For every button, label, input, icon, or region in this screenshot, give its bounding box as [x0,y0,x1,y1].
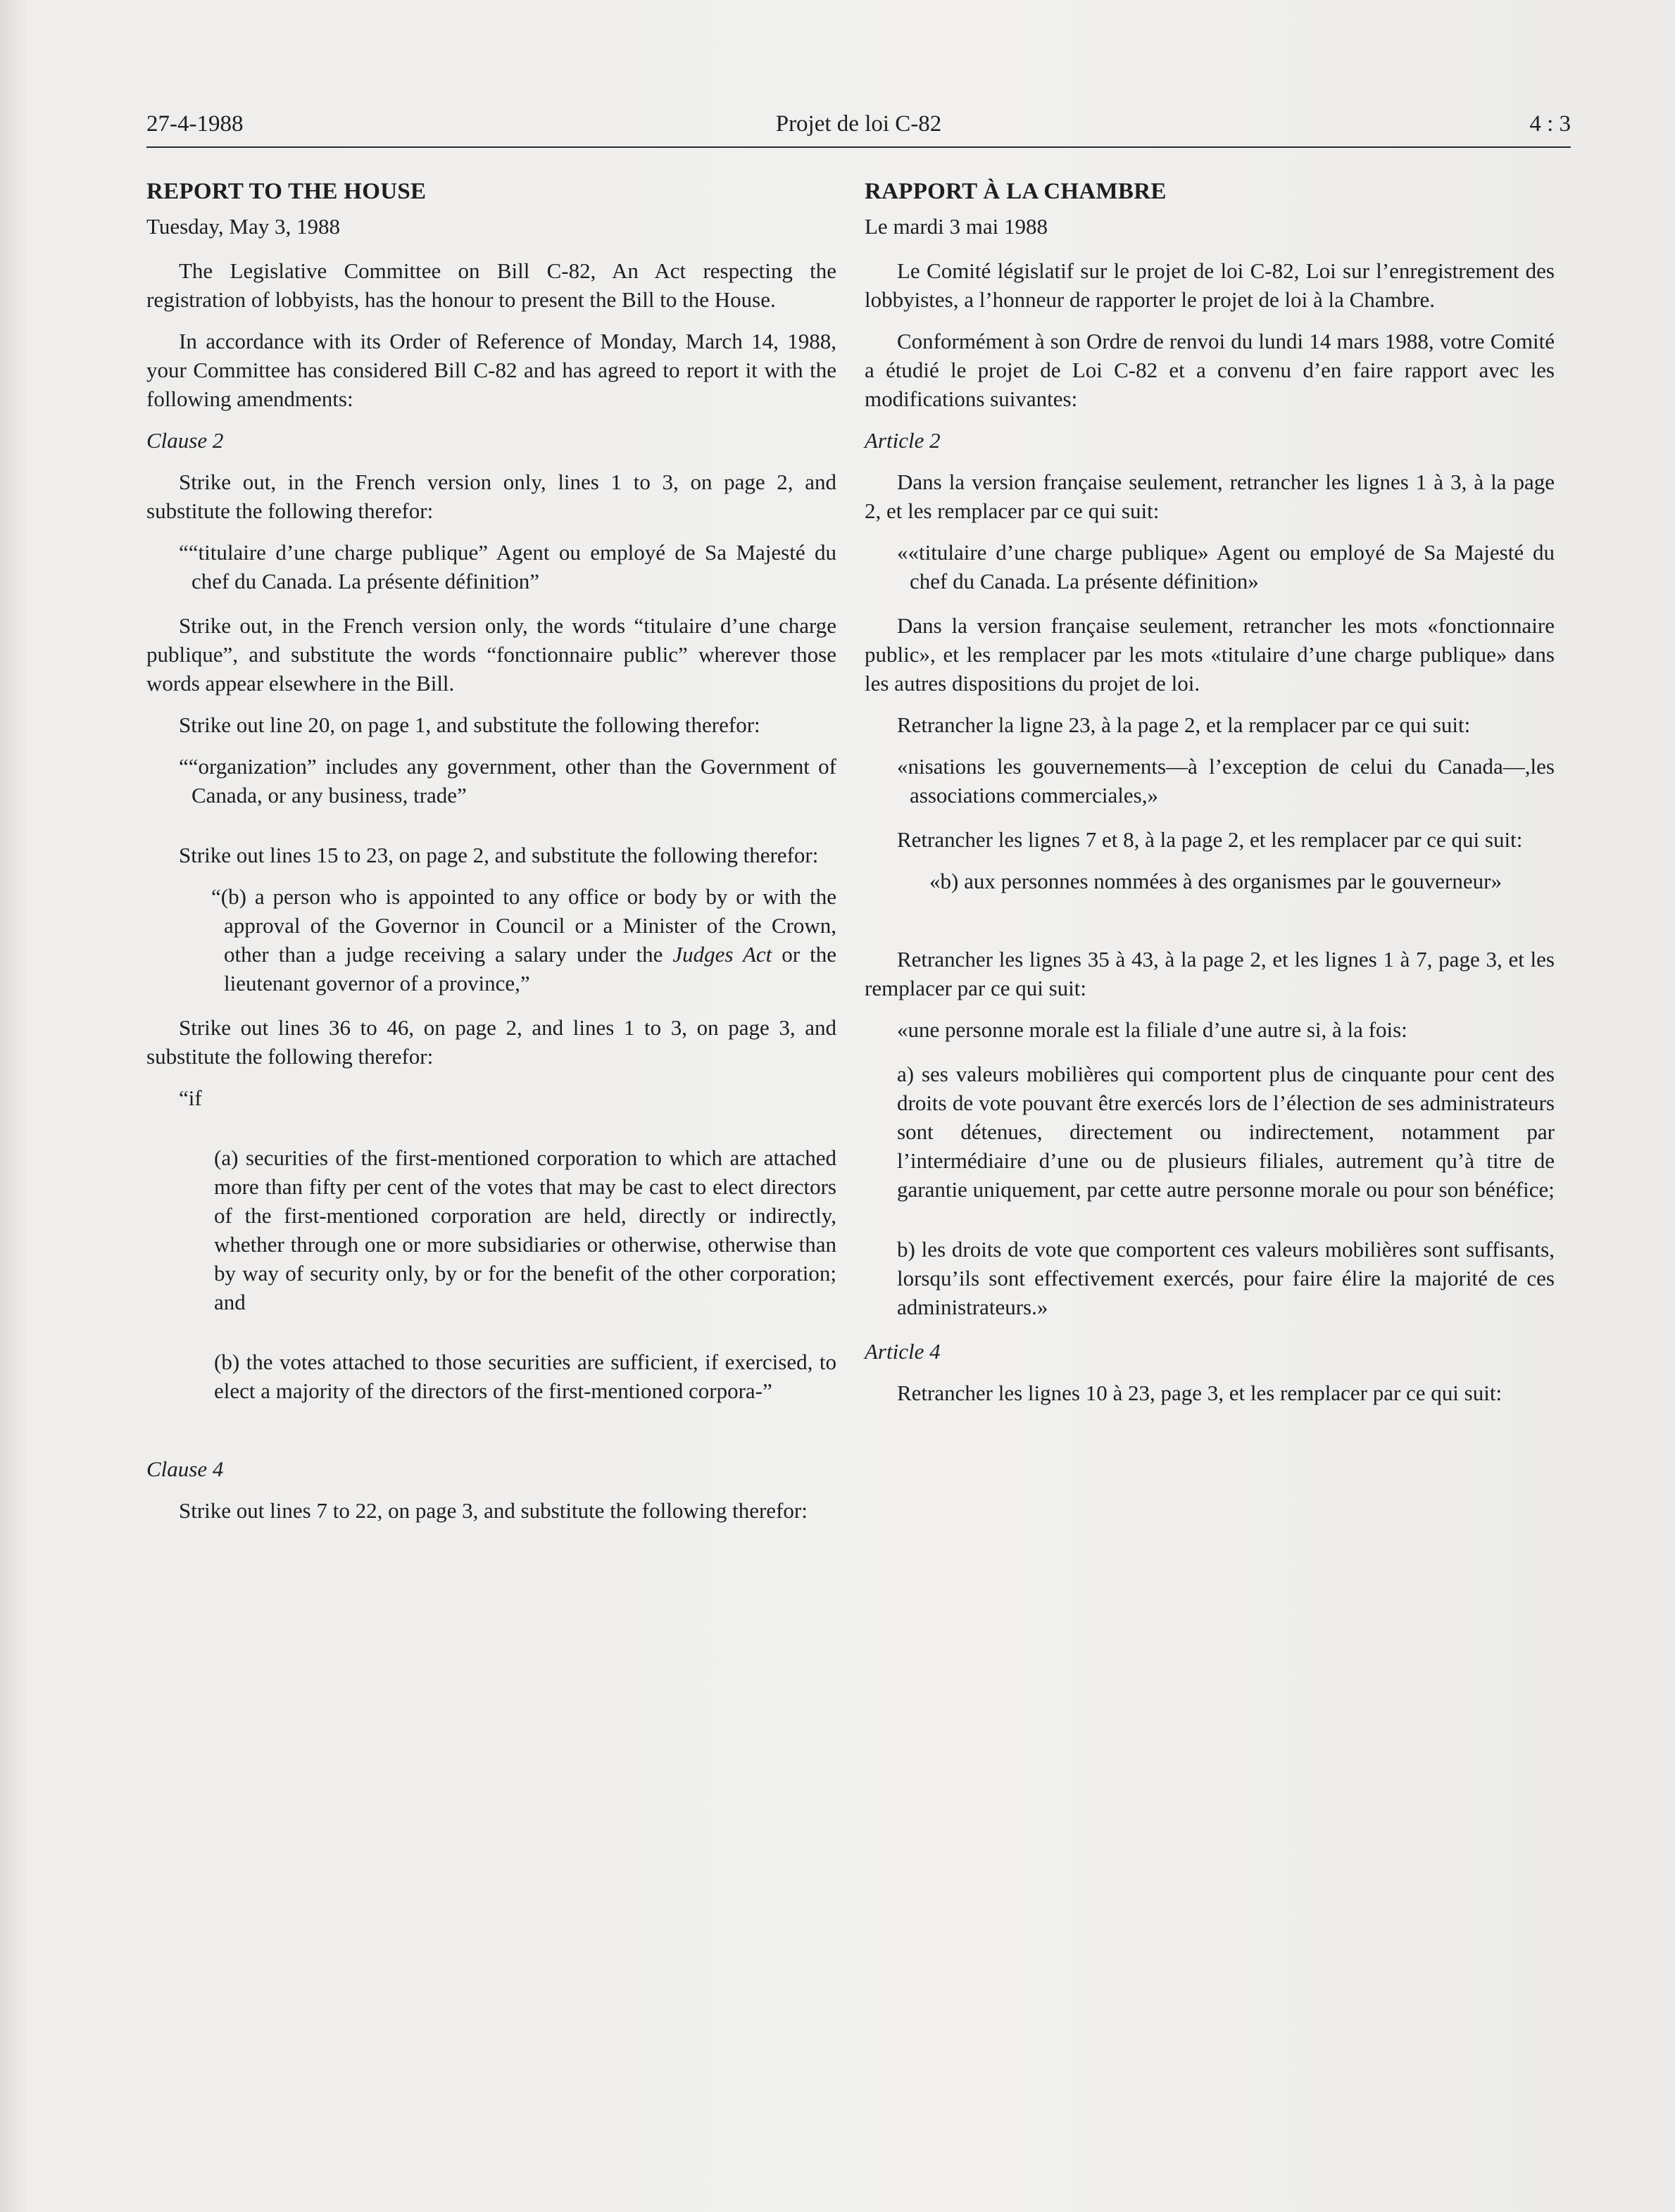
english-paragraph: Strike out lines 7 to 22, on page 3, and substitute the following therefor: [179,1498,808,1523]
english-quote-text: “(b) a person who is appointed to any office or body by or with the approval of the Governor in Council or a Minister of the Crown, other than a judge receiving a salary under the [211,884,836,967]
french-paragraph: Retrancher les lignes 7 et 8, à la page 2, et les remplacer par ce qui suit: [897,827,1523,852]
french-article-heading: Article 2 [865,428,941,453]
french-date: Le mardi 3 mai 1988 [865,214,1048,239]
header-title: Projet de loi C-82 [775,111,942,137]
english-quote-item: (a) securities of the first-mentioned corporation to which are attached more than fifty per cent of the votes that may be cast to elect directors of the first-mentioned corporation are held, directly or indirectly, whether through one or more subsidiaries or otherwise, otherwise than by way of security only, by or for the benefit of the other corporation; and [214,1145,836,1314]
french-heading: RAPPORT À LA CHAMBRE [865,179,1167,204]
english-quote: ““organization” includes any government, other than the Government of Canada, or any business, trade” [179,754,836,807]
french-paragraph: Conformément à son Ordre de renvoi du lundi 14 mars 1988, votre Comité a étudié le projet de Loi C-82 et a convenu d’en faire rapport avec les modifications suivantes: [865,329,1555,411]
french-paragraph: Dans la version française seulement, retrancher les lignes 1 à 3, à la page 2, et les remplacer par ce qui suit: [865,470,1555,523]
english-paragraph: Strike out, in the French version only, lines 1 to 3, on page 2, and substitute the following therefor: [146,470,836,523]
french-paragraph: Retrancher les lignes 35 à 43, à la page 2, et les lignes 1 à 7, page 3, et les remplacer par ce qui suit: [865,947,1555,1000]
french-quote-item: a) ses valeurs mobilières qui comportent plus de cinquante pour cent des droits de vote pouvant être exercés lors de l’élection de ses administrateurs sont détenues, directement ou indirectement, notamment par l’intermédiaire d’une ou de plusieurs filiales, autrement qu’à titre de garantie uniquement, par cette autre personne morale ou pour son bénéfice; [897,1062,1555,1202]
french-article-heading: Article 4 [865,1339,941,1364]
english-paragraph: Strike out lines 36 to 46, on page 2, and lines 1 to 3, on page 3, and substitute the following therefor: [146,1015,836,1069]
english-paragraph: Strike out, in the French version only, the words “titulaire d’une charge publique”, and substitute the words “fonctionnaire public” wherever those words appear elsewhere in the Bill. [146,613,836,696]
english-paragraph: Strike out line 20, on page 1, and substitute the following therefor: [179,712,760,737]
english-quote [211,882,836,998]
french-quote: ««titulaire d’une charge publique» Agent ou employé de Sa Majesté du chef du Canada. La présente définition» [897,540,1555,593]
header-rule [146,146,1571,148]
french-quote-item: b) les droits de vote que comportent ces valeurs mobilières sont suffisants, lorsqu’ils sont effectivement exercés, pour faire élire la majorité de ces administrateurs.» [897,1237,1555,1319]
english-column [146,177,836,1538]
english-quote-item: (b) the votes attached to those securities are sufficient, if exercised, to elect a majority of the directors of the first-mentioned corpora-” [214,1350,836,1403]
french-quote: «une personne morale est la filiale d’une autre si, à la fois: [897,1017,1407,1042]
french-quote: «b) aux personnes nommées à des organismes par le gouverneur» [929,869,1502,893]
french-paragraph: Le Comité législatif sur le projet de loi C-82, Loi sur l’enregistrement des lobbyistes, a l’honneur de rapporter le projet de loi à la Chambre. [865,258,1555,312]
english-paragraph: In accordance with its Order of Reference of Monday, March 14, 1988, your Committee has considered Bill C-82 and has agreed to report it with the following amendments: [146,329,836,411]
english-quote-italic: Judges Act [672,942,772,967]
header-date: 27-4-1988 [146,111,244,137]
english-quote-text: or the lieutenant governor of a province,” [224,942,836,995]
english-quote: “if [179,1086,202,1110]
english-paragraph: The Legislative Committee on Bill C-82, An Act respecting the registration of lobbyists, has the honour to present the Bill to the House. [146,258,836,312]
english-clause-heading: Clause 2 [146,428,224,453]
french-paragraph: Retrancher la ligne 23, à la page 2, et la remplacer par ce qui suit: [897,712,1471,737]
page-header [146,106,1571,149]
french-paragraph: Retrancher les lignes 10 à 23, page 3, et les remplacer par ce qui suit: [897,1381,1503,1405]
french-quote: «nisations les gouvernements—à l’exception de celui du Canada—,les associations commerciales,» [897,754,1555,807]
french-column [865,177,1555,1420]
header-page-number: 4 : 3 [1529,111,1571,137]
english-clause-heading: Clause 4 [146,1457,224,1481]
english-date: Tuesday, May 3, 1988 [146,214,340,239]
english-quote: ““titulaire d’une charge publique” Agent ou employé de Sa Majesté du chef du Canada. La présente définition” [179,540,836,593]
english-paragraph: Strike out lines 15 to 23, on page 2, and substitute the following therefor: [179,843,819,867]
english-heading: REPORT TO THE HOUSE [146,179,427,204]
french-paragraph: Dans la version française seulement, retrancher les mots «fonctionnaire public», et les remplacer par les mots «titulaire d’une charge publique» dans les autres dispositions du projet de loi. [865,613,1555,696]
